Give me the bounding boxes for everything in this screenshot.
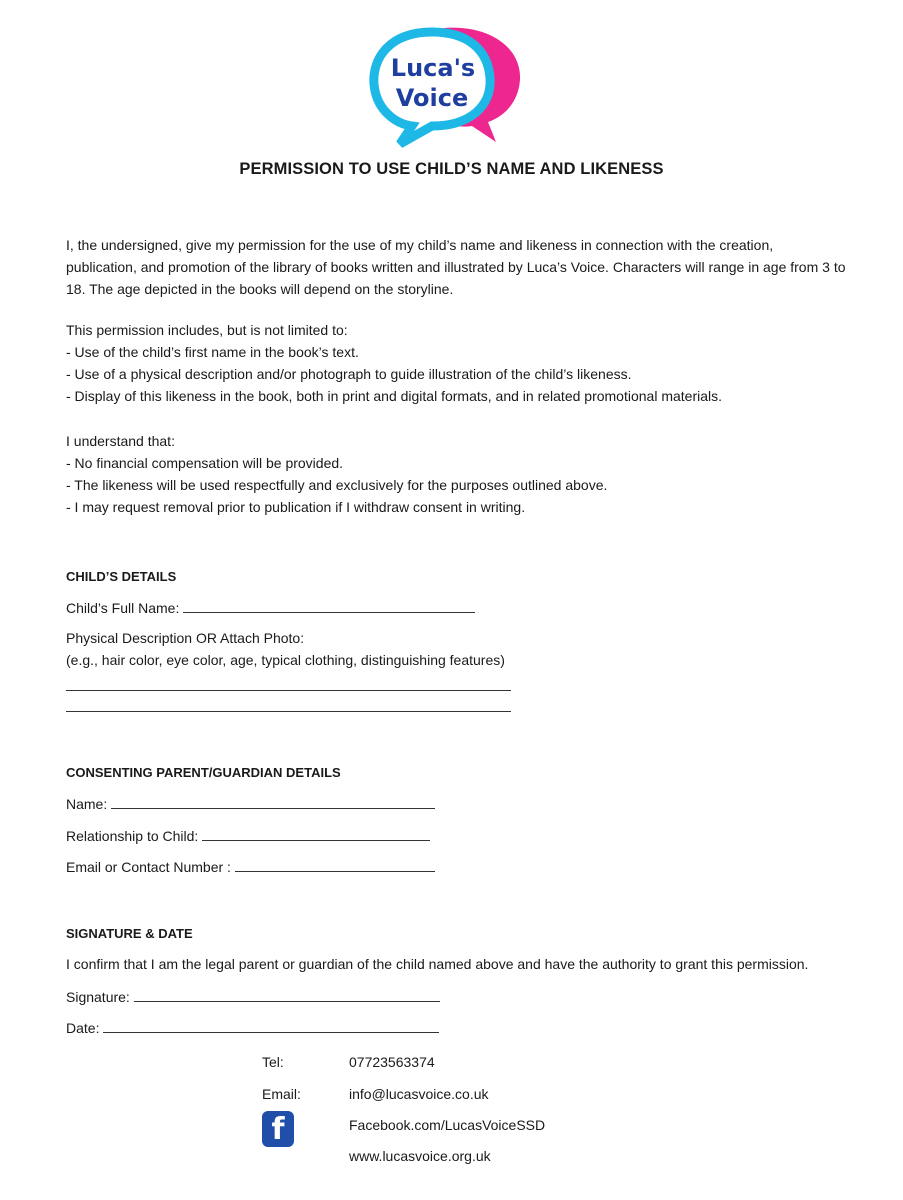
relationship-row xyxy=(66,826,430,844)
date-field[interactable] xyxy=(103,1018,439,1033)
physical-description-label: Physical Description OR Attach Photo: xyxy=(66,630,305,646)
parent-name-field[interactable] xyxy=(111,794,435,809)
intro-paragraph: I, the undersigned, give my permission for the use of my child’s name and likeness in connection with the creation, publication, and promotion of the library of books written and illustrated by Luca’s Voice. Characters will range in age from 3 to 18. The age depicted in the books will depend on the storyline. xyxy=(66,237,846,297)
facebook-link[interactable]: Facebook.com/LucasVoiceSSD xyxy=(349,1117,546,1133)
child-full-name-label: Child’s Full Name: xyxy=(66,600,180,616)
tel-value: 07723563374 xyxy=(349,1054,435,1070)
parent-name-label: Name: xyxy=(66,796,108,812)
child-full-name-row xyxy=(66,598,475,616)
signature-row xyxy=(66,987,440,1005)
child-full-name-field[interactable] xyxy=(183,598,475,613)
understand-heading: I understand that: xyxy=(66,433,175,449)
signature-label: Signature: xyxy=(66,989,130,1005)
relationship-label: Relationship to Child: xyxy=(66,828,199,844)
contact-number-label: Email or Contact Number : xyxy=(66,859,231,875)
includes-item: - Display of this likeness in the book, both in print and digital formats, and in related promotional materials. xyxy=(66,388,723,404)
confirm-statement: I confirm that I am the legal parent or guardian of the child named above and have the authority to grant this permission. xyxy=(66,956,809,972)
contact-number-field[interactable] xyxy=(235,857,435,872)
website-link[interactable]: www.lucasvoice.org.uk xyxy=(349,1148,491,1164)
signature-heading: SIGNATURE & DATE xyxy=(66,926,193,941)
logo-text-line1: Luca's xyxy=(390,54,476,82)
parent-details-heading: CONSENTING PARENT/GUARDIAN DETAILS xyxy=(66,765,341,780)
includes-item: - Use of the child’s first name in the book’s text. xyxy=(66,344,359,360)
contact-number-row xyxy=(66,857,435,875)
date-label: Date: xyxy=(66,1020,100,1036)
physical-description-line-2[interactable] xyxy=(66,711,511,712)
physical-description-line-1[interactable] xyxy=(66,690,511,691)
includes-item: - Use of a physical description and/or photograph to guide illustration of the child’s likeness. xyxy=(66,366,632,382)
understand-item: - The likeness will be used respectfully and exclusively for the purposes outlined above. xyxy=(66,477,608,493)
facebook-icon[interactable]: f xyxy=(262,1111,294,1147)
understand-item: - No financial compensation will be provided. xyxy=(66,455,344,471)
lucas-voice-logo xyxy=(360,18,530,148)
email-label: Email: xyxy=(262,1086,301,1102)
document-title: PERMISSION TO USE CHILD’S NAME AND LIKENESS xyxy=(239,160,664,178)
logo-text-line2: Voice xyxy=(395,84,469,112)
signature-field[interactable] xyxy=(134,987,440,1002)
parent-name-row xyxy=(66,794,435,812)
tel-label: Tel: xyxy=(262,1054,284,1070)
relationship-field[interactable] xyxy=(202,826,430,841)
date-row xyxy=(66,1018,439,1036)
understand-item: - I may request removal prior to publication if I withdraw consent in writing. xyxy=(66,499,526,515)
includes-heading: This permission includes, but is not limited to: xyxy=(66,322,348,338)
child-details-heading: CHILD’S DETAILS xyxy=(66,569,177,584)
email-value[interactable]: info@lucasvoice.co.uk xyxy=(349,1086,489,1102)
physical-description-hint: (e.g., hair color, eye color, age, typical clothing, distinguishing features) xyxy=(66,652,505,668)
